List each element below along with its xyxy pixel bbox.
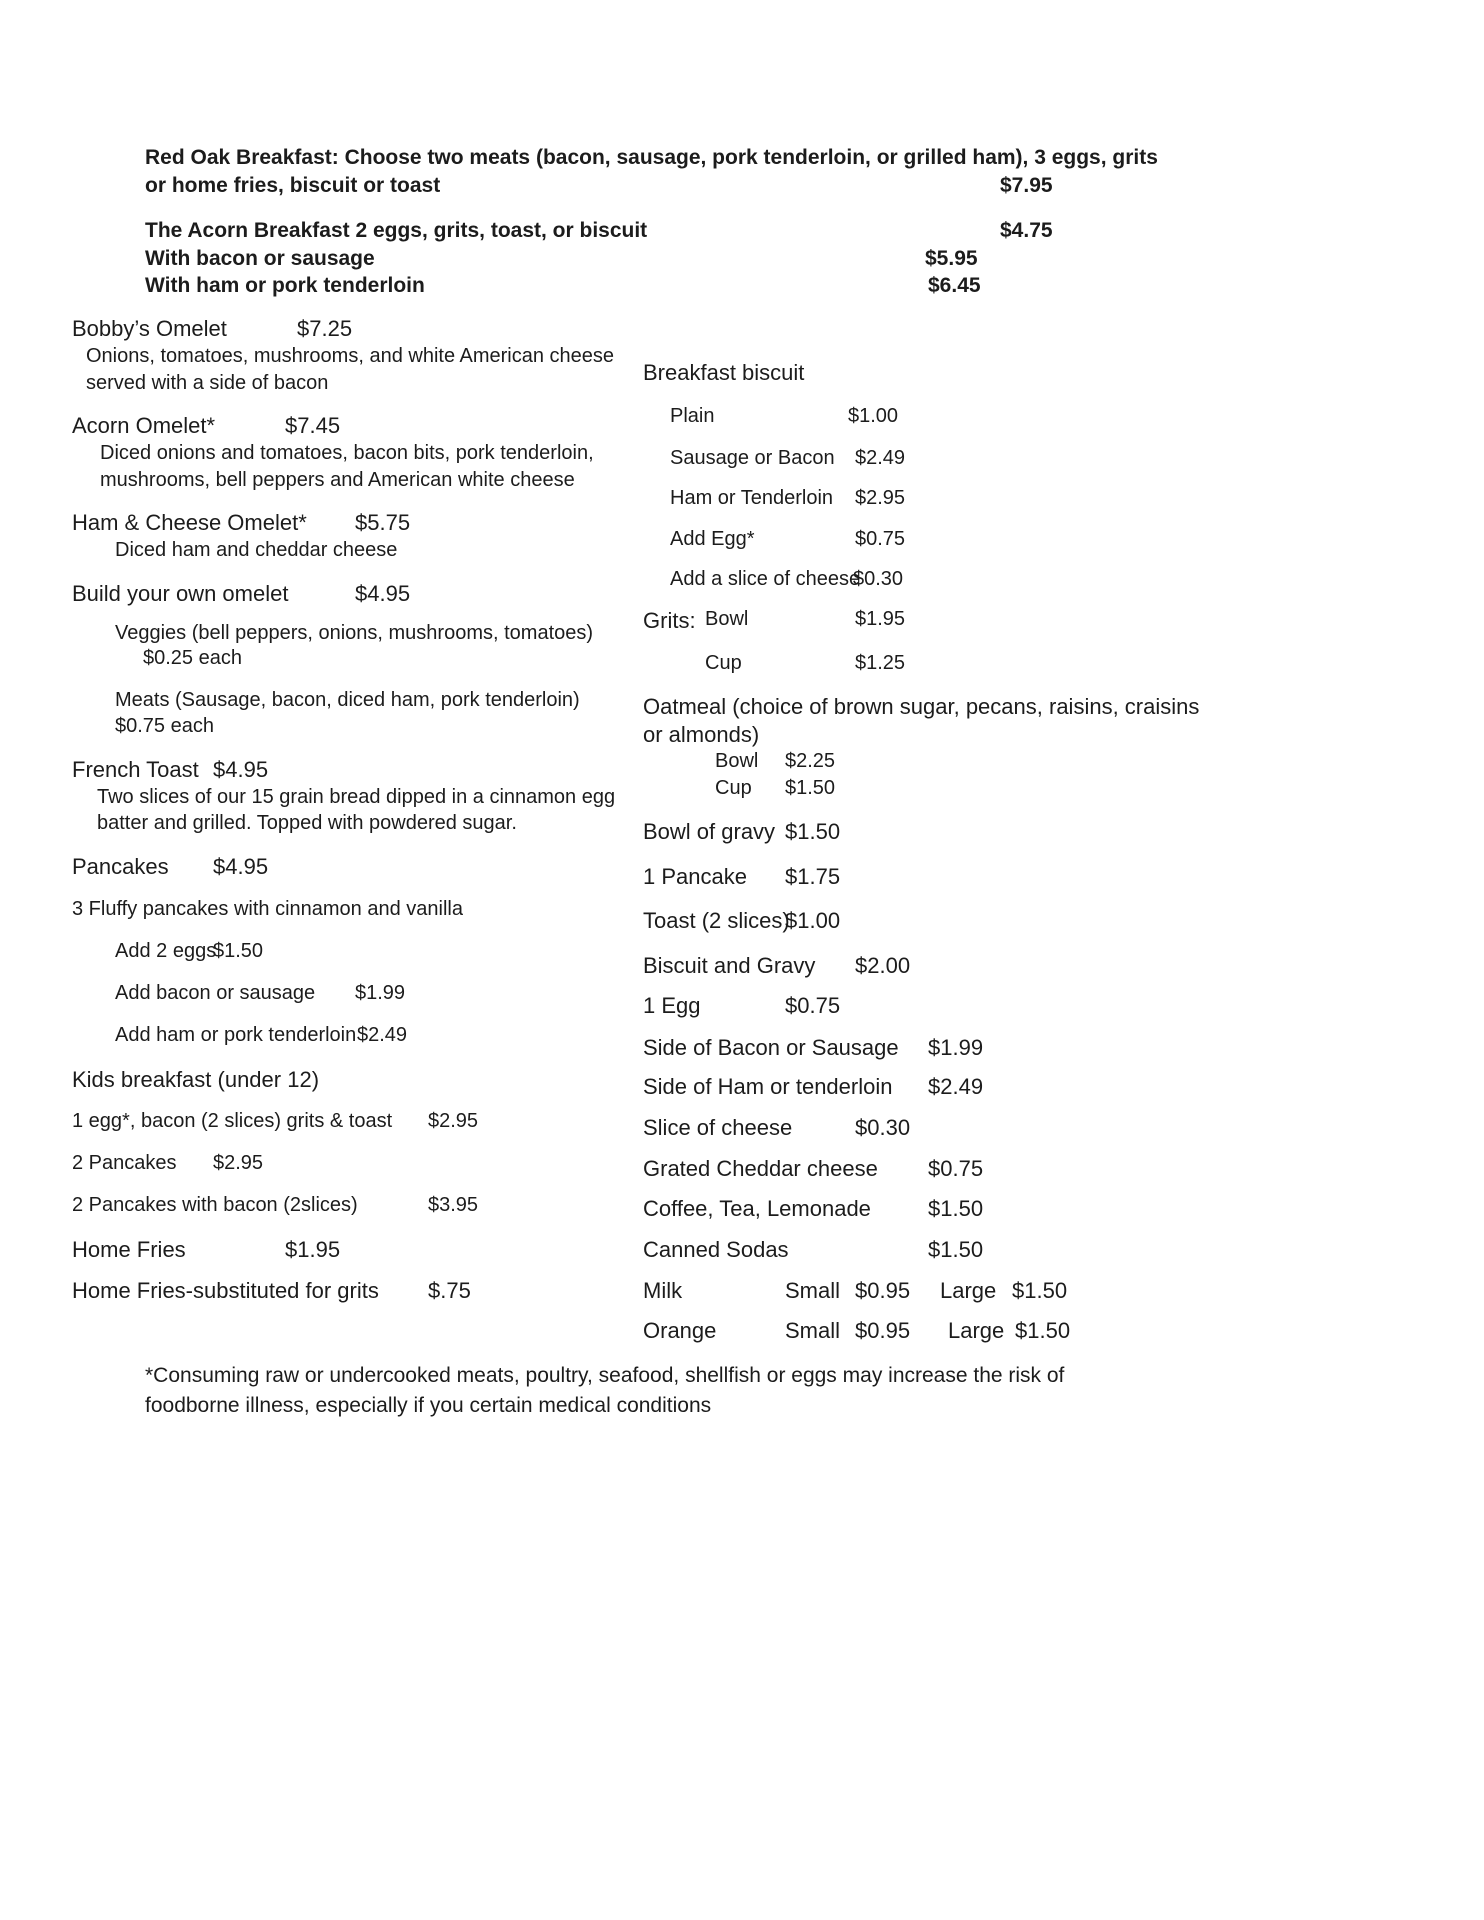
item-bobbys-omelet-price: $7.25 [297, 316, 353, 341]
item-side-bacon-sausage [643, 1034, 984, 1062]
item-ham-cheese-omelet-price: $5.75 [355, 510, 411, 535]
item-canned-sodas-price: $1.50 [928, 1237, 984, 1262]
item-bobbys-omelet-desc1: Onions, tomatoes, mushrooms, and white American cheese [86, 345, 615, 367]
item-bobbys-omelet-desc2: served with a side of bacon [86, 372, 329, 394]
item-home-fries-substitute-label: Home Fries-substituted for grits [72, 1278, 379, 1303]
item-pancakes [72, 853, 269, 881]
item-canned-sodas [643, 1236, 984, 1264]
item-oatmeal-cup-price: $1.50 [785, 777, 836, 799]
item-oatmeal-line1: Oatmeal (choice of brown sugar, pecans, raisins, craisins [643, 694, 1200, 719]
item-slice-of-cheese-price: $0.30 [855, 1115, 911, 1140]
red-oak-breakfast-text1: Red Oak Breakfast: Choose two meats (bacon, sausage, pork tenderloin, or grilled ham), 3 eggs, grits [145, 146, 1158, 169]
item-grits-cup-price: $1.25 [855, 652, 906, 674]
addon-two-eggs-label: Add 2 eggs [115, 940, 217, 962]
acorn-option-bacon-price: $5.95 [925, 247, 978, 270]
item-milk [643, 1277, 1068, 1305]
item-milk-small-label: Small [785, 1278, 841, 1303]
item-kids-pancakes-bacon-price: $3.95 [428, 1194, 479, 1216]
disclaimer-line2: foodborne illness, especially if you certain medical conditions [145, 1394, 712, 1417]
item-pancakes-price: $4.95 [213, 854, 269, 879]
item-one-egg-price: $0.75 [785, 993, 841, 1018]
item-milk-label: Milk [643, 1278, 683, 1303]
item-ham-cheese-omelet-name: Ham & Cheese Omelet* [72, 510, 307, 535]
item-grated-cheddar-label: Grated Cheddar cheese [643, 1156, 878, 1181]
addon-bacon-sausage [115, 981, 406, 1006]
item-kids-egg-bacon [72, 1109, 479, 1134]
item-biscuit-add-egg-label: Add Egg* [670, 528, 755, 550]
item-grits-bowl [643, 607, 906, 635]
item-one-pancake-price: $1.75 [785, 864, 841, 889]
item-build-your-own-omelet [72, 580, 411, 608]
item-acorn-omelet [72, 412, 341, 440]
item-toast-label: Toast (2 slices) [643, 908, 790, 933]
item-french-toast-name: French Toast [72, 757, 199, 782]
item-french-toast-desc2: batter and grilled. Topped with powdered sugar. [97, 812, 517, 834]
item-kids-egg-bacon-price: $2.95 [428, 1110, 479, 1132]
item-biscuit-add-cheese-price: $0.30 [853, 568, 904, 590]
item-grits-bowl-label: Bowl [705, 608, 749, 630]
addon-two-eggs-price: $1.50 [213, 940, 264, 962]
acorn-option-ham-label: With ham or pork tenderloin [145, 274, 425, 297]
item-french-toast-price: $4.95 [213, 757, 269, 782]
item-biscuit-add-cheese [670, 567, 904, 592]
item-home-fries-substitute-price: $.75 [428, 1278, 471, 1303]
red-oak-breakfast-text2: or home fries, biscuit or toast [145, 174, 441, 197]
item-toast-price: $1.00 [785, 908, 841, 933]
item-canned-sodas-label: Canned Sodas [643, 1237, 789, 1262]
item-kids-two-pancakes-price: $2.95 [213, 1152, 264, 1174]
item-kids-egg-bacon-label: 1 egg*, bacon (2 slices) grits & toast [72, 1110, 393, 1132]
addon-bacon-sausage-price: $1.99 [355, 982, 406, 1004]
item-coffee-tea-lemonade-label: Coffee, Tea, Lemonade [643, 1196, 871, 1221]
acorn-breakfast-text: The Acorn Breakfast 2 eggs, grits, toast, or biscuit [145, 219, 648, 242]
item-oatmeal-line2: or almonds) [643, 722, 760, 747]
item-acorn-omelet-desc1: Diced onions and tomatoes, bacon bits, pork tenderloin, [100, 442, 594, 464]
item-one-pancake-label: 1 Pancake [643, 864, 747, 889]
item-oatmeal-cup-label: Cup [715, 777, 752, 799]
item-biscuit-and-gravy-label: Biscuit and Gravy [643, 953, 816, 978]
option-veggies-price: $0.25 each [143, 647, 242, 669]
item-grits-bowl-price: $1.95 [855, 608, 906, 630]
item-french-toast-desc1: Two slices of our 15 grain bread dipped in a cinnamon egg [97, 786, 616, 808]
item-biscuit-and-gravy-price: $2.00 [855, 953, 911, 978]
item-slice-of-cheese-label: Slice of cheese [643, 1115, 793, 1140]
item-one-egg-label: 1 Egg [643, 993, 701, 1018]
option-meats-price: $0.75 each [115, 715, 214, 737]
section-kids-breakfast: Kids breakfast (under 12) [72, 1067, 320, 1092]
disclaimer-line1: *Consuming raw or undercooked meats, poultry, seafood, shellfish or eggs may increase the risk of [145, 1364, 1065, 1387]
item-oatmeal-cup [715, 776, 836, 801]
item-orange-small-label: Small [785, 1318, 841, 1343]
item-kids-two-pancakes-label: 2 Pancakes [72, 1152, 177, 1174]
item-french-toast [72, 756, 269, 784]
acorn-option-bacon-label: With bacon or sausage [145, 247, 375, 270]
item-side-bacon-sausage-label: Side of Bacon or Sausage [643, 1035, 899, 1060]
item-home-fries [72, 1236, 341, 1264]
item-oatmeal-bowl-price: $2.25 [785, 750, 836, 772]
item-biscuit-sausage-bacon-price: $2.49 [855, 447, 906, 469]
item-biscuit-ham-tenderloin-label: Ham or Tenderloin [670, 487, 834, 509]
item-coffee-tea-lemonade-price: $1.50 [928, 1196, 984, 1221]
acorn-option-bacon [145, 246, 978, 272]
item-kids-pancakes-bacon-label: 2 Pancakes with bacon (2slices) [72, 1194, 358, 1216]
item-build-your-own-omelet-price: $4.95 [355, 581, 411, 606]
item-slice-of-cheese [643, 1114, 911, 1142]
item-biscuit-add-cheese-label: Add a slice of cheese [670, 568, 861, 590]
option-meats-label: Meats (Sausage, bacon, diced ham, pork tenderloin) [115, 689, 580, 711]
item-one-pancake [643, 863, 841, 891]
option-veggies-label: Veggies (bell peppers, onions, mushrooms, tomatoes) [115, 622, 594, 644]
acorn-breakfast-price: $4.75 [1000, 219, 1053, 242]
item-orange-large-price: $1.50 [1015, 1318, 1071, 1343]
section-breakfast-biscuit: Breakfast biscuit [643, 360, 805, 385]
item-grits-cup [705, 651, 906, 676]
item-grated-cheddar-price: $0.75 [928, 1156, 984, 1181]
item-kids-pancakes-bacon [72, 1193, 479, 1218]
red-oak-breakfast-line2 [145, 173, 1053, 199]
item-grated-cheddar [643, 1155, 984, 1183]
item-acorn-omelet-desc2: mushrooms, bell peppers and American white cheese [100, 469, 575, 491]
item-biscuit-sausage-bacon [670, 446, 906, 471]
item-coffee-tea-lemonade [643, 1195, 984, 1223]
item-oatmeal-bowl-label: Bowl [715, 750, 759, 772]
item-biscuit-ham-tenderloin-price: $2.95 [855, 487, 906, 509]
red-oak-breakfast-price: $7.95 [1000, 174, 1053, 197]
item-orange [643, 1317, 1071, 1345]
item-grits-cup-label: Cup [705, 652, 742, 674]
item-biscuit-ham-tenderloin [670, 486, 906, 511]
item-side-ham-tenderloin [643, 1073, 984, 1101]
item-home-fries-price: $1.95 [285, 1237, 341, 1262]
item-biscuit-plain-price: $1.00 [848, 405, 899, 427]
item-biscuit-add-egg [670, 527, 906, 552]
item-kids-two-pancakes [72, 1151, 264, 1176]
item-acorn-omelet-price: $7.45 [285, 413, 341, 438]
item-home-fries-substitute [72, 1277, 471, 1305]
item-pancakes-desc: 3 Fluffy pancakes with cinnamon and vanilla [72, 898, 463, 920]
item-milk-large-label: Large [940, 1278, 997, 1303]
item-biscuit-and-gravy [643, 952, 911, 980]
item-milk-small-price: $0.95 [855, 1278, 911, 1303]
red-oak-breakfast-line1 [145, 145, 1158, 171]
addon-two-eggs [115, 939, 264, 964]
item-orange-large-label: Large [948, 1318, 1005, 1343]
item-milk-large-price: $1.50 [1012, 1278, 1068, 1303]
addon-ham-tenderloin-price: $2.49 [357, 1024, 408, 1046]
item-biscuit-plain-label: Plain [670, 405, 715, 427]
acorn-option-ham [145, 273, 981, 299]
item-side-bacon-sausage-price: $1.99 [928, 1035, 984, 1060]
item-home-fries-label: Home Fries [72, 1237, 186, 1262]
item-pancakes-name: Pancakes [72, 854, 169, 879]
item-one-egg [643, 992, 841, 1020]
item-toast [643, 907, 841, 935]
item-acorn-omelet-name: Acorn Omelet* [72, 413, 216, 438]
item-ham-cheese-omelet [72, 509, 411, 537]
item-biscuit-plain [670, 404, 899, 429]
item-oatmeal-bowl [715, 749, 836, 774]
item-bowl-of-gravy [643, 818, 841, 846]
item-biscuit-add-egg-price: $0.75 [855, 528, 906, 550]
item-side-ham-tenderloin-price: $2.49 [928, 1074, 984, 1099]
item-grits-label: Grits: [643, 608, 696, 633]
acorn-option-ham-price: $6.45 [928, 274, 981, 297]
item-bobbys-omelet [72, 315, 353, 343]
item-build-your-own-omelet-name: Build your own omelet [72, 581, 289, 606]
addon-bacon-sausage-label: Add bacon or sausage [115, 982, 316, 1004]
acorn-breakfast-title [145, 218, 1053, 244]
item-bobbys-omelet-name: Bobby’s Omelet [72, 316, 227, 341]
item-bowl-of-gravy-price: $1.50 [785, 819, 841, 844]
item-side-ham-tenderloin-label: Side of Ham or tenderloin [643, 1074, 893, 1099]
item-orange-small-price: $0.95 [855, 1318, 911, 1343]
item-biscuit-sausage-bacon-label: Sausage or Bacon [670, 447, 835, 469]
item-bowl-of-gravy-label: Bowl of gravy [643, 819, 776, 844]
item-ham-cheese-omelet-desc: Diced ham and cheddar cheese [115, 539, 398, 561]
addon-ham-tenderloin [115, 1023, 408, 1048]
addon-ham-tenderloin-label: Add ham or pork tenderloin [115, 1024, 357, 1046]
item-orange-label: Orange [643, 1318, 717, 1343]
